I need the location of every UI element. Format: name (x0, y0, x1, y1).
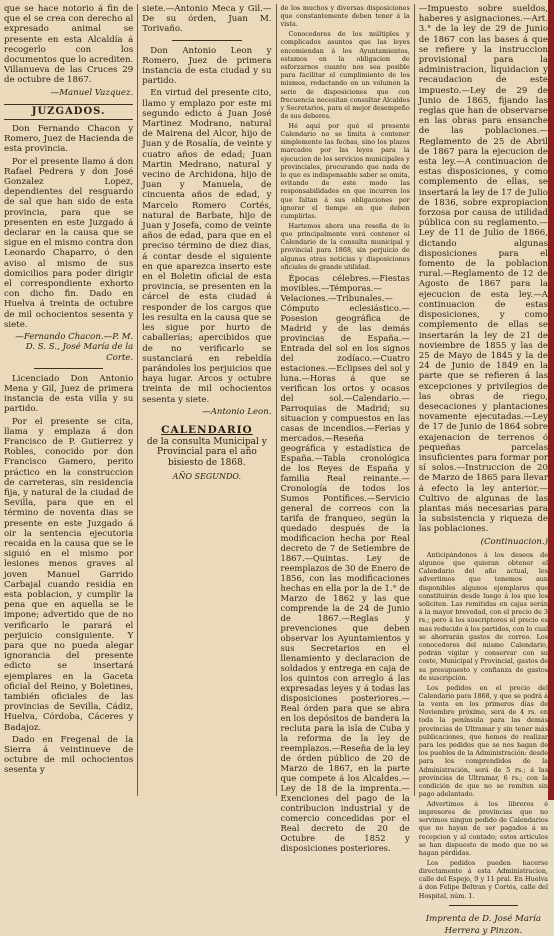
column-2 (142, 4, 271, 796)
notice-paragraph: Los pedidos pueden hacerse directamente á esta Administracion, calle del Espejo, 9 y 11 pral. En Huelva á don Felipe Beltran y Cortés, calle del Hospital, núm. 1. (418, 858, 548, 900)
imprint-line-2: Herrera y Pinzon. (444, 926, 523, 936)
section-heading-juzgados: JUZGADOS. (4, 104, 133, 120)
notice-paragraph: Anticipándonos á los deseos de algunos que quieran obtener el Calendario del año actual, les advertimos que tenemos aun disponibles algunos ejemplares que constituirán desde luego á los que los soliciten. Las remitidas en cajas serán á la mayor brevedad, con el precio de 3 rs.; pero á los suscriptores el precio es mas reducido á los partidos, con lo cual se ahorrarán gastos de correo. Los conocedores del mismo Calendario, podrán vigilar y conservar con su coste, Municipal y Provincial, gastos de su presupuesto y confianza de gastos de suscripción. (418, 550, 548, 682)
edict-signature: —Antonio Leon. (202, 406, 272, 417)
page-edge-strip (548, 0, 554, 800)
calendar-subtitle: de la consulta Municipal y Provincial para el año bisiesto de 1868. (146, 437, 267, 468)
edict-signature: —Fernando Chacon.—P. M. D. S. S., José María de la Corte. (15, 332, 134, 363)
column-3 (280, 4, 410, 853)
calendar-text: Hartemos ahora una reseña de lo que principalmente verá contener el Calendario de la consulta municipal y provincial para 1868, sin perjuicio de algunas otras noticias y disposiciones oficiales de grande utilidad. (280, 221, 410, 271)
calendar-notices (419, 551, 548, 900)
column-divider (276, 4, 277, 796)
edict-body: Dado en Fregenal de la Sierra á veintinueve de octubre de mil ochocientos sesenta y (4, 734, 134, 776)
imprint-line-1: Imprenta de D. José María (425, 913, 541, 924)
edict-title: Licenciado Don Antonio Mena y Gil, Juez de primera instancia de esta villa y su partido. (4, 373, 134, 415)
continuation-note: (Continuacion.) (480, 536, 548, 547)
column-divider (137, 4, 138, 796)
edict-body: En virtud del presente cito, llamo y emplazo por este mi segundo edicto á Juan José Martinez Modrano, natural de Mairena del Alcor, hijo de Juan y de Rosalía, de veinte y cuatro años de edad; Juan Martin Medrano, natural y vecino de Archidona, hijo de Juan y Manuela, de cincuenta años de edad, y Marcelo Romero Cortés, natural de Barbate, hijo de Juan y Josefa, como de veinte años de edad, para que en el preciso término de diez dias, á contar desde el siguiente en que aparezca inserto este en el Boletin oficial de esta provincia, se presenten en la cárcel de esta ciudad á responder de los cargos que les resulta en la causa que se les sigue por hurto de caballerías; apercibidos que de no verificarlo se sustanciará en rebeldía parándoles los perjuicios que haya lugar. Arcos y octubre treinta de mil ochocientos sesenta y siete. (142, 88, 272, 405)
column-4 (418, 4, 548, 936)
notice-paragraph: Advertimos á los libreros é impresores de provincias que no servimos ningun pedido de Calendarios que no hayan de ser pagados á su recepcion y al contado; estos artículos se han dispuesto de modo que no se hagan pérdidas. (418, 799, 548, 858)
edict-signature: siete.—Antonio Meca y Gil.—De su órden, Juan M. Torivaño. (142, 4, 272, 35)
column-divider (414, 4, 415, 796)
edict-title: Don Antonio Leon y Romero, Juez de primera instancia de esta ciudad y su partido. (142, 45, 272, 87)
separator-rule (449, 905, 518, 906)
calendar-text: Hé aquí por qué el presente Calendario no se limita á contener simplemente las fechas, sino los plazos marcados por las leyes para la ejecucion de los servicios municipales y provinciales, procurando que nada de lo que es indispensable saber se omita, evitando de este modo las responsabilidades en que incurren los que faltan á sus obligaciones por ignorar el tiempo en que deben cumplirlas. (280, 121, 410, 221)
section-heading-calendario: CALENDARIO (161, 423, 253, 436)
calendar-contents: —Impuesto sobre sueldos, haberes y asignaciones.—Art. 3.° de la ley de 29 de Junio de 1867 con las bases á que se refiere y la instruccion provisional para la administracion, liquidacion y recaudacion de este impuesto.—Ley de 29 de Junio de 1865, fijando las reglas que han de observarse en las obras para ensanche de las poblaciones.—Reglamento de 25 de Abril de 1867 para la ejecucion de esta ley.—A continuacion de estas disposiciones, y como complemento de ellas, se insertará la ley de 17 de Julio de 1836, sobre expropiacion forzosa por causa de utilidad pública con su reglamento.—Ley de 11 de Julio de 1866, dictando algunas disposiciones para el fomento de la poblacion rural.—Reglamento de 12 de Agosto de 1867 para la ejecucion de esta ley.—A continuacion de estas disposiciones, y como complemento de ellas se insertarán la ley de 21 de noviembre de 1855 y las de 25 de Mayo de 1845 y la de 24 de Junio de 1849 en la parte que se refieren á las excepciones y privilegios de las obras de riego, desecaciones y plantaciones novamente ejecutadas.—Ley de 17 de Junio de 1864 sobre exajenacion de terrenos ó pequeñas parcelas insuficientes para formar por sí solos.—Instruccion de 20 de Marzo de 1865 para llevar á efecto la ley anterior.—Cultivo de algunas de las plantas más necesarias para la subsistencia y riqueza de las poblaciones. (418, 4, 548, 535)
separator-rule (34, 368, 103, 369)
notice-paragraph: Los pedidos en el precio del Calendario para 1868, y que se podrá á la venta en los primeros días de Noviembre próximo, será de 4 rs. en toda la península para las demás provincias de Ultramar y sin tener más publicaciones, que hemos de realizar para los pedidos que se nos hagan de los pueblos de la Administración: desde para los comprendidos de la Administración, será de 5 rs.; á las provincias de Ultramar, 6 rs.; con la condición de que no se remiten sin pago adelantado. (418, 683, 548, 799)
notice-signature: —Manuel Vazquez. (50, 87, 134, 98)
edict-body: Por el presente llamo á don Rafael Pedrera y don José Gonzalez Lopez, dependientes del resguardo de sal que han sido de esta provincia, para que se presenten en este Juzgado á declarar en la causa que se sigue en el mismo contra don Leonardo Chaparro, ó den aviso al mismo de sus domicilios para poder dirigir el correspondiente exhorto con dicho fin. Dado en Huelva á treinta de octubre de mil ochocientos sesenta y siete. (4, 156, 134, 330)
edict-title: Don Fernando Chacon y Romero, Juez de Hacienda de esta provincia. (4, 124, 134, 155)
calendar-text: Conocedores de los múltiples y complicados asuntos que las leyes encomiendan á los Ayuntamientos, estamos en la obligacion de esforzarnos cuanto nos sea posible para facilitar el cumplimiento de los mismos, redactando en un volumen la serie de disposiciones que con frecuencia necesitan consultar Alcaldes y Secretarios, para el mejor desempeño de sus deberes. (280, 30, 410, 121)
edict-body: Por el presente se cita, llama y emplaza á don Francisco de P. Gutierrez y Robles, conocido por don Francisco Gamero, perito práctico en la construccion de carreteras, sin residencia fija, y natural de la ciudad de Sevilla, para que en el término de noventa dias se presente en este Juzgado á oir la sentencia ejecutoria recaida en la causa que se le siguió en el mismo por lesiones menos graves al joven Manuel Garrido Carbajal cuando residía en esta poblacion, y cumplir la pena que en aquella se le impone; advertido que de no verificarlo le parará el perjuicio consiguiente. Y para que no pueda alegar ignorancia del presente edicto se insertará ejemplares en la Gaceta oficial del Reino, y Boletines, también oficiales de las provincias de Sevilla, Cádiz, Huelva, Córdoba, Cáceres y Badajoz. (4, 416, 134, 733)
calendar-text: de los muchos y diversas disposiciones que constantemente deben tener á la vista. (280, 4, 410, 29)
calendar-contents: Épocas célebres.—Fiestas movibles.—Témporas.—Velaciones.—Tribunales.—Cómputo eclesiástico.—Posesion geográfica de Madrid y de las demás provincias de España.—Entrada del sol en los signos del zodíaco.—Cuatro estaciones.—Eclipses del sol y luna.—Horas á que se verifican los ortos y ocasos del sol.—Calendario.—Parroquias de Madrid; su situacion y compuestos en las casas de incendios.—Ferias y mercados.—Reseña geográfica y estadística de España.—Tabla cronológica de los Reyes de España y familia Real reinante.—Cronología de todos los Sumos Pontífices.—Servicio general de correos con la tarifa de franqueo, según la quedado después de la modificacion hecha por Real decreto de 7 de Setiembre de 1867.—Quintas. Ley de reemplazos de 30 de Enero de 1856, con las modificaciones hechas en ella por la de 1.° de Marzo de 1862 y las que comprende la de 24 de Junio de 1867.—Reglas y prevenciones que deben observar los Ayuntamientos y sus Secretarios en el llenamiento y declaracion de soldados y entrega en caja de los quintos con arreglo á las expresadas leyes y á todas las disposiciones posteriores.—Real órden para que se abra en los depósitos de bandera la recluta para la isla de Cuba y la reforma de la ley de reemplazos.—Reseña de la ley de órden público de 20 de Marzo de 1867, en la parte que compete á los Alcaldes.—Ley de 18 de la imprenta.—Exenciones del pago de la contribucion industrial y de comercio concedidas por el Real decreto de 20 de Octubre de 1852 y disposiciones posteriores. (280, 272, 410, 853)
column-1 (4, 4, 133, 796)
notice-text: que se hace notorio á fin de que el se crea con derecho al expresado animal se presente en esta Alcaldía á recogerlo con los documentos que lo acrediten. Villanueva de las Cruces 29 de octubre de 1867. (4, 4, 134, 86)
separator-rule (172, 40, 241, 41)
calendar-year-label: AÑO SEGUNDO. (172, 471, 242, 481)
